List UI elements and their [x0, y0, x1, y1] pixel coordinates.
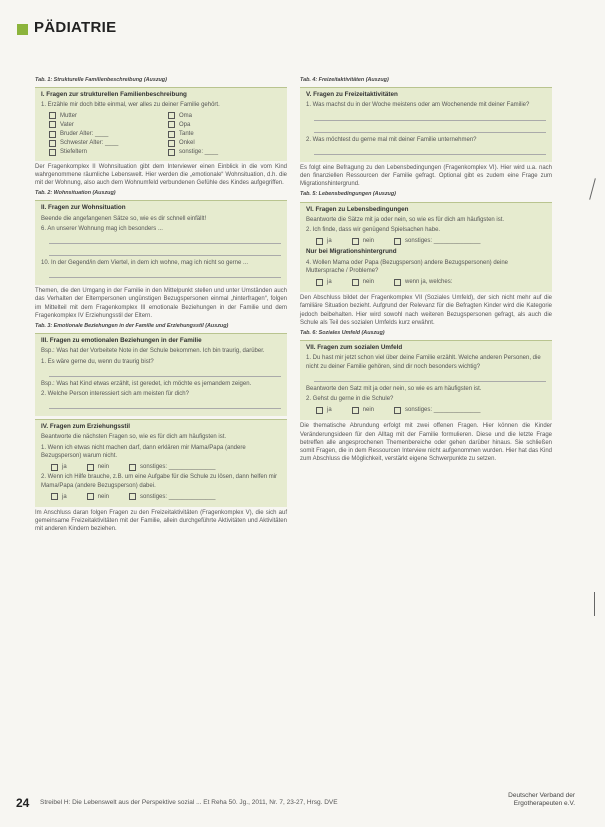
publisher [470, 792, 575, 808]
checkbox-icon [87, 493, 94, 500]
table-heading: V. Fragen zu Freizeitaktivitäten [306, 91, 398, 99]
option[interactable]: sonstiges: ______________ [129, 463, 215, 471]
option[interactable]: Oma [168, 112, 281, 120]
checkbox-icon [49, 140, 56, 147]
option-row [51, 463, 281, 471]
table-box [35, 333, 287, 416]
answer-line[interactable] [314, 146, 546, 155]
instruction: Bsp.: Was hat Kind etwas erzählt, ist geredet, ich möchte es jemandem zeigen. [41, 380, 252, 387]
table-box [300, 87, 552, 162]
checkbox-icon [168, 140, 175, 147]
instruction: Bsp.: Was hat der Vorbeitete Note in der Schule bekommen. Ich bin traurig, darüber. [41, 348, 265, 355]
option[interactable]: nein [352, 237, 374, 245]
checkbox-icon [394, 238, 401, 245]
margin-mark [594, 592, 595, 616]
page-number: 24 [16, 796, 30, 810]
table-box [35, 200, 287, 285]
table-heading: IV. Fragen zum Erziehungsstil [41, 423, 130, 431]
section-title: PÄDIATRIE [34, 19, 117, 36]
table-heading: III. Fragen zu emotionalen Beziehungen in der Familie [41, 337, 202, 345]
question: 1. Es wäre gerne du, wenn du traurig bist? [41, 358, 154, 365]
checkbox-icon [168, 121, 175, 128]
publisher-line: Deutscher Verband der [508, 792, 575, 799]
option[interactable]: sonstige: ____ [168, 148, 281, 156]
option[interactable]: Opa [168, 121, 281, 129]
option[interactable]: wenn ja, welches: [394, 278, 452, 286]
option-row [316, 278, 546, 286]
option-row [51, 493, 281, 501]
instruction: Beende die angefangenen Sätze so, wie es dir schnell einfällt! [41, 215, 207, 222]
table-caption: Tab. 5: Lebensbedingungen (Auszug) [300, 191, 396, 198]
table-caption: Tab. 1: Strukturelle Familienbeschreibung (Auszug) [35, 77, 167, 83]
option[interactable]: ja [51, 493, 67, 501]
question: 1. Was machst du in der Woche meistens oder am Wochenende mit deiner Familie? [306, 102, 530, 109]
table-box [35, 419, 287, 507]
table-heading: VII. Fragen zum sozialen Umfeld [306, 344, 403, 352]
checkbox-icon [51, 464, 58, 471]
checkbox-icon [394, 407, 401, 414]
checkbox-icon [316, 407, 323, 414]
publisher-line: Ergotherapeuten e.V. [513, 800, 575, 807]
question: 1. Wenn ich etwas nicht machen darf, dann erklären mir Mama/Papa (andere Bezugsperson) warum nicht. [41, 444, 246, 459]
question: 2. Welche Person interessiert sich am meisten für dich? [41, 391, 189, 398]
checkbox-icon [168, 149, 175, 156]
checkbox-icon [87, 464, 94, 471]
right-column [300, 76, 552, 466]
instruction: Beantworte die nächsten Fragen so, wie es für dich am häufigsten ist. [41, 434, 227, 441]
table-box [300, 340, 552, 420]
checkbox-icon [49, 131, 56, 138]
question: 2. Was möchtest du gerne mal mit deiner Familie unternehmen? [306, 136, 477, 143]
checkbox-icon [316, 279, 323, 286]
table-caption: Tab. 2: Wohnsituation (Auszug) [35, 190, 116, 197]
question: 6. An unserer Wohnung mag ich besonders ... [41, 225, 163, 232]
margin-mark [589, 178, 596, 200]
answer-line[interactable] [314, 112, 546, 121]
table-caption: Tab. 4: Freizeitaktivitäten (Auszug) [300, 77, 389, 83]
body-paragraph: Die thematische Abrundung erfolgt mit zwei offenen Fragen. Hier können die Kinder Veränderungsideen für den Alltag mit der Familie formulieren. Diese und die letzte Frage betreffen alle angesprochenen Themenbereiche oder gehen darüber hinaus. Sie schließen somit Fragen, die in dem Ressourcen Interview nicht aufgenommen wurden. Hier hat das Kind zum Abschluss die Möglichkeit, verstärkt eigene Schwerpunkte zu setzen. [300, 423, 552, 463]
option-row [316, 237, 546, 245]
checkbox-icon [49, 149, 56, 156]
answer-line[interactable] [49, 235, 281, 244]
instruction: Beantworte die Sätze mit ja oder nein, so wie es für dich am häufigsten ist. [306, 216, 505, 223]
checkbox-icon [352, 407, 359, 414]
checkbox-icon [168, 112, 175, 119]
answer-line[interactable] [314, 373, 546, 382]
option[interactable]: nein [352, 278, 374, 286]
table-box [300, 202, 552, 293]
checkbox-icon [129, 493, 136, 500]
body-paragraph: Den Abschluss bildet der Fragenkomplex VII (Soziales Umfeld), der sich nicht mehr auf die familiäre Situation bezieht. Aufgrund der Relevanz für die Befragten Kinder wird die Kategorie jedoch beibehalten. Hier wird sowohl nach weiteren Bezugspersonen gefragt, als auch die Schule als Teil des sozialen Umfelds kurz erwähnt. [300, 295, 552, 326]
option[interactable]: sonstiges: ______________ [129, 493, 215, 501]
option-grid [49, 112, 281, 157]
option[interactable]: ja [316, 237, 332, 245]
question: 1. Erzähle mir doch bitte einmal, wer alles zu deiner Familie gehört. [41, 102, 220, 109]
option[interactable]: ja [316, 406, 332, 414]
answer-line[interactable] [49, 247, 281, 256]
option[interactable]: nein [87, 463, 109, 471]
body-paragraph: Themen, die den Umgang in der Familie in den Mittelpunkt stellen und unter Umständen auch das Verhalten der Elternpersonen ungünstigen Bezugspersonen einmal „hinterfragen“, folgen im Mittelteil mit dem Fragenkomplex III emotionale Beziehungen in der Familie und dem Fragenkomplex IV Erziehungsstil der Eltern. [35, 288, 287, 319]
checkbox-icon [168, 131, 175, 138]
table-caption: Tab. 6: Soziales Umfeld (Auszug) [300, 330, 385, 337]
table-heading: VI. Fragen zu Lebensbedingungen [306, 205, 409, 213]
checkbox-icon [352, 279, 359, 286]
checkbox-icon [316, 238, 323, 245]
checkbox-icon [394, 279, 401, 286]
checkbox-icon [129, 464, 136, 471]
option[interactable]: Mutter [49, 112, 162, 120]
option[interactable]: Schwester Alter: ____ [49, 139, 162, 147]
answer-line[interactable] [49, 269, 281, 278]
body-paragraph: Im Anschluss daran folgen Fragen zu den Freizeitaktivitäten (Fragenkomplex V), die sich auf gemeinsame Freizeitaktivitäten mit der Familie, allein durchgeführte Aktivitäten und Aktivitäten mit anderen Kindern beziehen. [35, 509, 287, 533]
checkbox-icon [51, 493, 58, 500]
instruction: Beantworte den Satz mit ja oder nein, so wie es am häufigsten ist. [306, 385, 482, 392]
option[interactable]: Onkel [168, 139, 281, 147]
option[interactable]: Bruder Alter: ____ [49, 130, 162, 138]
option[interactable]: sonstiges: ______________ [394, 406, 480, 414]
option[interactable]: nein [352, 406, 374, 414]
answer-line[interactable] [49, 400, 281, 409]
option[interactable]: ja [51, 463, 67, 471]
left-column [35, 76, 287, 536]
option[interactable]: Tante [168, 130, 281, 138]
footer-source: Streibel H: Die Lebenswelt aus der Perspektive sozial ... Et Reha 50. Jg., 2011, Nr. 7, 23-27, Hrsg. DVE [40, 799, 338, 806]
question: 2. Wenn ich Hilfe brauche, z.B. um eine Aufgabe für die Schule zu lösen, dann helfen mir Mama/Papa (andere Bezugsperson) dabei. [41, 474, 278, 489]
question: 2. Ich finde, dass wir genügend Spielsachen habe. [306, 227, 441, 234]
body-paragraph: Der Fragenkomplex II Wohnsituation gibt dem Interviewer einen Einblick in die vom Kind wahrgenommene räumliche Lebenswelt. Hier werden die „emotionale“ Wohnsituation, d.h. die mit der Wohnung, also auch dem Wohnumfeld verbundenen Gefühle des Kindes aufgegriffen. [35, 163, 287, 187]
option[interactable]: Vater [49, 121, 162, 129]
section-marker [17, 24, 28, 35]
option[interactable]: sonstiges: ______________ [394, 237, 480, 245]
table-box [35, 87, 287, 160]
subheading: Nur bei Migrationshintergrund [306, 248, 397, 256]
option-row [316, 406, 546, 414]
checkbox-icon [49, 112, 56, 119]
checkbox-icon [49, 121, 56, 128]
option[interactable]: ja [316, 278, 332, 286]
checkbox-icon [352, 238, 359, 245]
body-paragraph: Es folgt eine Befragung zu den Lebensbedingungen (Fragenkomplex VI). Hier wird u.a. nach den finanziellen Ressourcen der Familie gefragt. Optional gibt es zudem eine Frage zum Migrationshintergrund. [300, 164, 552, 188]
answer-line[interactable] [49, 368, 281, 377]
table-heading: II. Fragen zur Wohnsituation [41, 204, 126, 212]
answer-line[interactable] [314, 124, 546, 133]
table-heading: I. Fragen zur strukturellen Familienbeschreibung [41, 91, 187, 99]
table-caption: Tab. 3: Emotionale Beziehungen in der Familie und Erziehungsstil (Auszug) [35, 323, 229, 330]
question: 10. In der Gegend/in dem Viertel, in dem ich wohne, mag ich nicht so gerne ... [41, 260, 249, 267]
question: 4. Wollen Mama oder Papa (Bezugsperson) andere Bezugspersonen) deine Muttersprache / Probleme? [306, 259, 509, 274]
option[interactable]: nein [87, 493, 109, 501]
question: 1. Du hast mir jetzt schon viel über deine Familie erzählt. Welche anderen Personen, die nicht zu deiner Familie gehören, sind dir noch besonders wichtig? [306, 355, 541, 370]
question: 2. Gehst du gerne in die Schule? [306, 396, 394, 403]
option[interactable]: Stiefeltern [49, 148, 162, 156]
